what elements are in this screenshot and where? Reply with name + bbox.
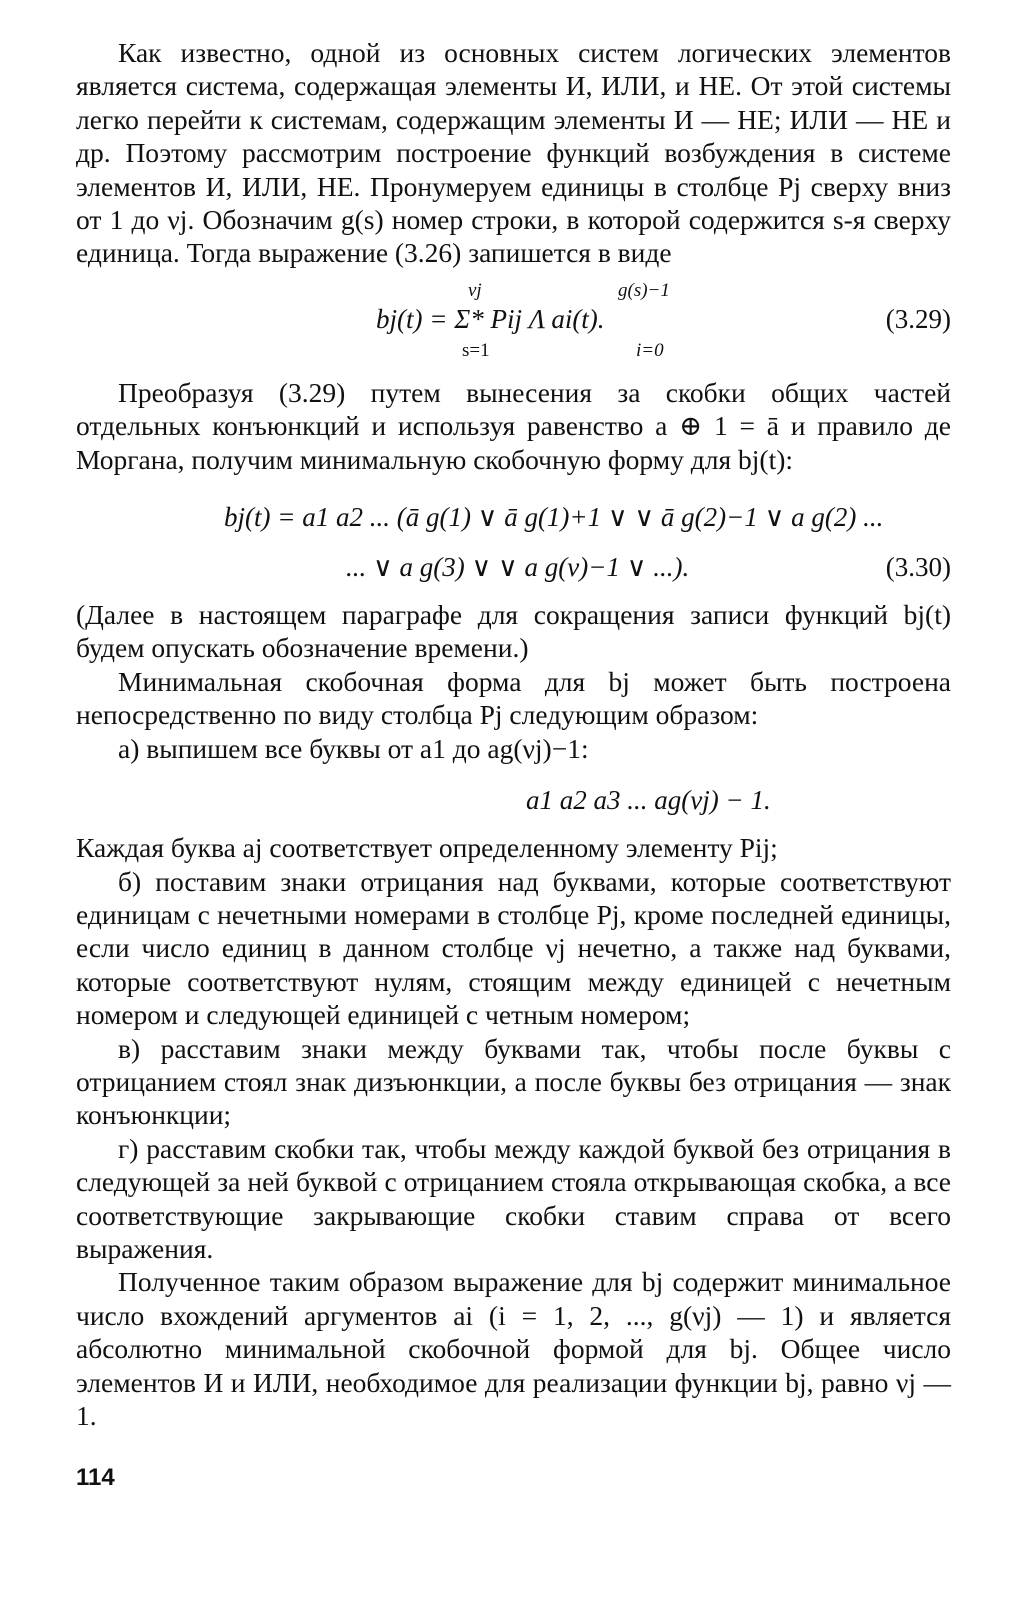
paragraph-intro: Как известно, одной из основных систем логических элементов является система, содержащая элементы И, ИЛИ, и НЕ. От этой системы легко перейти к системам, содержащим элементы И — НЕ; ИЛИ — НЕ и др. Поэтому рассмотрим построение функций возбуждения в системе элементов И, ИЛИ, НЕ. Пронумеруем единицы в столбце Pj сверху вниз от 1 до νj. Обозначим g(s) номер строки, в которой содержится s-я сверху единица. Тогда выражение (3.26) запишется в виде (76, 37, 951, 269)
formula-3-29-expression: bj(t) = Σ* Pij Λ ai(t). (376, 303, 605, 334)
formula-3-30-line-1-expression: bj(t) = a1 a2 ... (ā g(1) ∨ ā g(1)+1 ∨ ∨ ā g(2)−1 ∨ a g(2) ... (224, 502, 884, 533)
formula-letters (76, 771, 951, 831)
paragraph-transform: Преобразуя (3.29) путем вынесения за скобки общих частей отдельных конъюнкций и используя равенство a ⊕ 1 = ā и правило де Моргана, получим минимальную скобочную форму для bj(t): (76, 376, 951, 475)
formula-3-30-line-1 (76, 490, 951, 544)
sum-lower-limit: s=1 (462, 339, 490, 361)
and-lower-limit: i=0 (636, 339, 664, 361)
list-item-v: в) расставим знаки между буквами так, чтобы после буквы с отрицанием стоял знак дизъюнкции, а после буквы без отрицания — знак конъюнкции; (76, 1032, 951, 1131)
paragraph-method: Минимальная скобочная форма для bj может быть построена непосредственно по виду столбца Pj следующим образом: (76, 665, 951, 731)
formula-3-29-number: (3.29) (885, 303, 951, 334)
sum-upper-limit: νj (468, 279, 482, 301)
list-item-a: а) выпишем все буквы от a1 до ag(νj)−1: (118, 732, 589, 764)
paragraph-note: (Далее в настоящем параграфе для сокращения записи функций bj(t) будем опускать обозначение времени.) (76, 599, 951, 664)
and-upper-limit: g(s)−1 (618, 279, 670, 301)
list-item-g: г) расставим скобки так, чтобы между каждой буквой без отрицания в следующей за ней буквой с отрицанием стояла открывающая скобка, а все соответствующие закрывающие скобки ставим справа от всего выражения. (76, 1132, 951, 1264)
formula-3-30-line-2-expression: ... ∨ a g(3) ∨ ∨ a g(ν)−1 ∨ ...). (346, 552, 690, 583)
list-item-b: б) поставим знаки отрицания над буквами, которые соответствуют единицам с нечетными номерами в столбце Pj, кроме последней единицы, если число единиц в данном столбце νj нечетно, а также над буквами, которые соответствуют нулям, стоящим между единицей с нечетным номером и следующей единицей с четным номером; (76, 865, 951, 1031)
formula-3-30-number: (3.30) (885, 552, 951, 583)
paragraph-letter-correspondence: Каждая буква aj соответствует определенному элементу Pij; (76, 832, 778, 864)
formula-letters-expression: a1 a2 a3 ... ag(νj) − 1. (526, 785, 771, 816)
paragraph-conclusion: Полученное таким образом выражение для bj содержит минимальное число вхождений аргументов ai (i = 1, 2, ..., g(νj) — 1) и является абсолютно минимальной скобочной формой для bj. Общее число элементов И и ИЛИ, необходимое для реализации функции bj, равно νj — 1. (76, 1266, 951, 1431)
formula-3-29 (76, 280, 951, 376)
page-number: 114 (76, 1464, 115, 1491)
formula-3-30-line-2 (76, 544, 951, 598)
